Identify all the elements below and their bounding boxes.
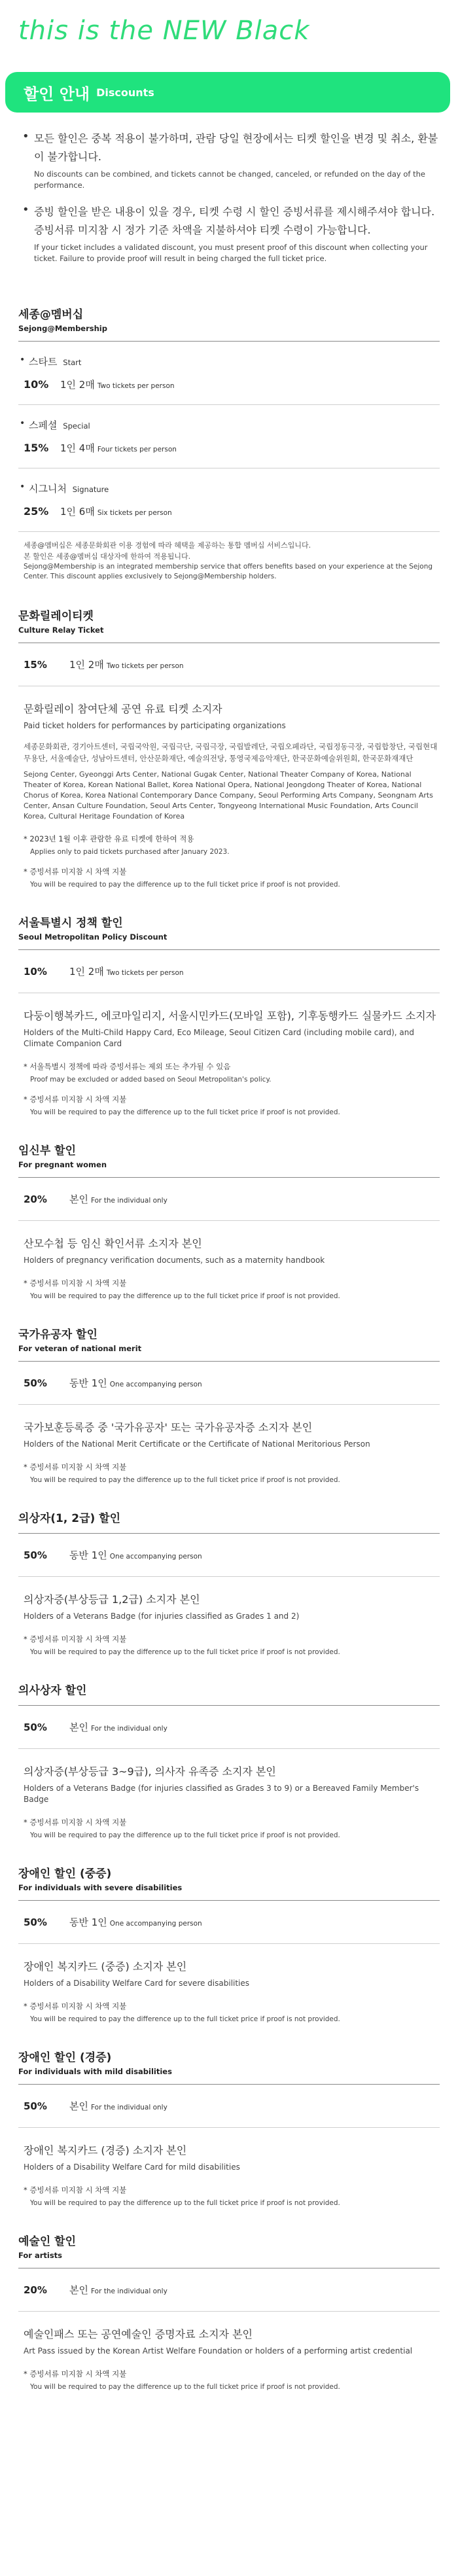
note: * 2023년 1월 이후 관람한 유료 티켓에 한하여 적용 Applies only to paid tickets purchased after January 2023. [24,834,230,856]
tier-name: • 시그니처 Signature [18,478,440,501]
note: * 증빙서류 미지참 시 차액 지불 You will be required to pay the difference up to the full ticket price if proof is not provided. [24,1462,340,1484]
membership-fine-print: 세종@멤버십은 세종문화회관 이용 경험에 따라 혜택을 제공하는 통합 멤버십 서비스입니다. 본 할인은 세종@멤버십 대상자에 한하여 적용됩니다. Sejong@Membership is an integrated membership service that offers benefits based on your experience at the Sejong Center. This discount applies exclusively to Sejong@Membership holders. [24,541,433,580]
section-subtitle: Sejong@Membership [18,324,107,333]
severe-disability-section [0,1864,458,2026]
eligibility: 의상자증(부상등급 1,2급) 소지자 본인 Holders of a Veterans Badge (for injuries classified as Grades 1 and 2) [24,1593,300,1621]
target: 본인 For the individual only [69,2100,167,2112]
eligibility: 장애인 복지카드 (경증) 소지자 본인 Holders of a Disability Welfare Card for mild disabilities [24,2144,240,2172]
target: 동반 1인 One accompanying person [69,1377,202,1389]
note: * 증빙서류 미지참 시 차액 지불 You will be required to pay the difference up to the full ticket price if proof is not provided. [24,2185,340,2207]
eligibility: 산모수첩 등 임신 확인서류 소지자 본인 Holders of pregnancy verification documents, such as a maternity handbook [24,1237,325,1265]
ticket-limit: 1인 4매 Four tickets per person [60,442,177,454]
banner-title-ko: 할인 안내 [24,84,90,103]
section-title: 세종@멤버십 [18,308,84,321]
note: * 증빙서류 미지참 시 차액 지불 You will be required to pay the difference up to the full ticket price if proof is not provided. [24,1095,340,1116]
discount-rate: 50% [24,1377,47,1389]
notice-item [34,203,440,264]
section-subtitle: Culture Relay Ticket [18,626,104,635]
target: 동반 1인 One accompanying person [69,1916,202,1928]
divider [18,1404,440,1405]
discounts-header-banner [5,72,450,113]
target: 본인 For the individual only [69,1721,167,1733]
section-title: 의사상자 할인 [18,1684,87,1697]
discount-rate: 10% [24,966,47,978]
section-title: 임신부 할인 [18,1144,77,1157]
notice-text-en: No discounts can be combined, and tickets cannot be changed, canceled, or refunded on the day of the performance. [34,169,425,190]
eligibility: 다둥이행복카드, 에코마일리지, 서울시민카드(모바일 포함), 기후동행카드 실물카드 소지자 Holders of the Multi-Child Happy Card, Eco Mileage, Seoul Citizen Card (including mobile card), and Climate Companion Card [24,1010,436,1048]
divider [18,1533,440,1534]
eligibility: 예술인패스 또는 공연예술인 증명자료 소지자 본인 Art Pass issued by the Korean Artist Welfare Foundation or holders of a performing artist credential [24,2328,413,2355]
divider [18,1900,440,1901]
section-title: 국가유공자 할인 [18,1328,97,1341]
divider [18,2084,440,2085]
note: * 서울특별시 정책에 따라 증빙서류는 제외 또는 추가될 수 있음 Proof may be excluded or added based on Seoul Metropolitan's policy. [24,1062,272,1084]
notice-list [0,113,458,283]
note: * 증빙서류 미지참 시 차액 지불 You will be required to pay the difference up to the full ticket price if proof is not provided. [24,867,340,889]
membership-tier [18,474,440,526]
discount-rate: 15% [24,442,49,454]
discount-rate: 50% [24,1549,47,1561]
note: * 증빙서류 미지참 시 차액 지불 You will be required to pay the difference up to the full ticket price if proof is not provided. [24,1818,340,1839]
discount-rate: 50% [24,1916,47,1928]
section-title: 문화릴레이티켓 [18,610,94,623]
ticket-limit: 1인 2매 Two tickets per person [60,379,175,391]
injured-12-section [0,1509,458,1659]
divider [18,341,440,342]
pregnant-section [0,1141,458,1303]
section-title: 서울특별시 정책 할인 [18,917,123,930]
notice-item [34,130,440,191]
divider [18,949,440,950]
eligibility: 문화릴레이 참여단체 공연 유료 티켓 소지자 Paid ticket holders for performances by participating organizations 세종문화회관, 경기아트센터, 국립국악원, 국립극단, 국립극장, 국립발레단, 국립오페라단, 국립정동극장, 국립합창단, 국립현대무용단, 서울예술단, 성남아트센터, 안산문화재단, 예술의전당, 통영국제음악재단, 한국문화예술위원회, 한국문화재재단 Sejong Center, Gyeonggi Arts Center, National Gugak Center, National Theater Company of Korea, National Theater of Korea, Korean National Ballet, Korea National Opera, National Jeongdong Theater of Korea, National Chorus of Korea, Korea National Contemporary Dance Company, Seoul Performing Arts Company, Seongnam Arts Center, Ansan Culture Foundation, Seoul Arts Center, Tongyeong International Music Foundation, Arts Council Korea, Cultural Heritage Foundation of Korea [18,692,440,826]
divider [18,2311,440,2312]
section-title: 장애인 할인 (경증) [18,2051,112,2064]
discount-rate: 15% [24,659,47,671]
seoul-policy-section [0,913,458,1119]
ticket-limit: 1인 2매 Two tickets per person [69,966,184,978]
divider [18,404,440,405]
ticket-limit: 1인 6매 Six tickets per person [60,506,172,518]
hero-banner [0,0,458,72]
relay-section [0,607,458,891]
notice-text-en: If your ticket includes a validated discount, you must present proof of this discount when collecting your ticket. Failure to provide proof will result in being charged the full ticket price. [34,243,428,263]
section-subtitle: Seoul Metropolitan Policy Discount [18,932,167,942]
ticket-limit: 1인 2매 Two tickets per person [69,659,184,671]
section-title: 장애인 할인 (중증) [18,1867,112,1880]
target: 본인 For the individual only [69,2284,167,2296]
target: 본인 For the individual only [69,1193,167,1205]
divider [18,1943,440,1944]
section-subtitle: For pregnant women [18,1160,107,1169]
mild-disability-section [0,2048,458,2210]
target: 동반 1인 One accompanying person [69,1549,202,1561]
section-title: 의상자(1, 2급) 할인 [18,1512,121,1525]
banner-title-en: Discounts [96,86,154,99]
divider [18,1705,440,1706]
note: * 증빙서류 미지참 시 차액 지불 You will be required to pay the difference up to the full ticket price if proof is not provided. [24,1634,340,1656]
divider [18,1220,440,1221]
discount-rate: 50% [24,2100,47,2112]
divider [18,1748,440,1749]
participating-orgs-ko: 세종문화회관, 경기아트센터, 국립국악원, 국립극단, 국립극장, 국립발레단, 국립오페라단, 국립정동극장, 국립합창단, 국립현대무용단, 서울예술단, 성남아트센터, 안산문화재단, 예술의전당, 통영국제음악재단, 한국문화예술위원회, 한국문화재재단 [24,742,438,763]
eligibility: 국가보훈등록증 중 '국가유공자' 또는 국가유공자증 소지자 본인 Holders of the National Merit Certificate or the Certificate of National Meritorious Person [24,1421,370,1449]
merit-section [0,1325,458,1487]
section-subtitle: For veteran of national merit [18,1344,142,1353]
note: * 증빙서류 미지참 시 차액 지불 You will be required to pay the difference up to the full ticket price if proof is not provided. [24,1279,340,1300]
note: * 증빙서류 미지참 시 차액 지불 You will be required to pay the difference up to the full ticket price if proof is not provided. [24,2002,340,2023]
section-subtitle: For individuals with mild disabilities [18,2067,172,2076]
tier-name: • 스타트 Start [18,351,440,374]
notice-text-ko: • 모든 할인은 중복 적용이 불가하며, 관람 당일 현장에서는 티켓 할인을 변경 및 취소, 환불이 불가합니다. [34,132,438,163]
injured-section [0,1681,458,1842]
notice-text-ko: • 증빙 할인을 받은 내용이 있을 경우, 티켓 수령 시 할인 증빙서류를 제시해주셔야 합니다. 증빙서류 미지참 시 정가 기준 차액을 지불하셔야 티켓 수령이 가능합니다. [34,205,435,236]
membership-tier [18,410,440,463]
note: * 증빙서류 미지참 시 차액 지불 You will be required to pay the difference up to the full ticket price if proof is not provided. [24,2369,340,2391]
section-title: 예술인 할인 [18,2235,77,2248]
divider [18,1177,440,1178]
divider [18,1576,440,1577]
discount-rate: 25% [24,505,49,518]
artist-section [0,2232,458,2393]
section-subtitle: For individuals with severe disabilities [18,1883,183,1892]
section-subtitle: For artists [18,2251,63,2260]
membership-tier [18,347,440,399]
membership-section [0,305,458,584]
divider [18,2127,440,2128]
divider [18,531,440,532]
discount-rate: 20% [24,1193,47,1205]
divider [18,1361,440,1362]
eligibility: 장애인 복지카드 (중증) 소지자 본인 Holders of a Disability Welfare Card for severe disabilities [24,1960,250,1988]
discount-rate: 50% [24,1721,47,1733]
discount-rate: 20% [24,2284,47,2296]
participating-orgs-en: Sejong Center, Gyeonggi Arts Center, National Gugak Center, National Theater Company of Korea, National Theater of Korea, Korean National Ballet, Korea National Opera, National Jeongdong Theater of Korea, National Chorus of Korea, Korea National Contemporary Dance Company, Seoul Performing Arts Company, Seongnam Arts Center, Ansan Culture Foundation, Seoul Arts Center, Tongyeong International Music Foundation, Arts Council Korea, Cultural Heritage Foundation of Korea [24,770,433,820]
eligibility: 의상자증(부상등급 3~9급), 의사자 유족증 소지자 본인 Holders of a Veterans Badge (for injuries classified as Grades 3 to 9) or a Bereaved Family Member's Badge [24,1765,419,1804]
hero-handwritten-title: this is the NEW Black [18,16,310,46]
tier-name: • 스페셜 Special [18,414,440,437]
discount-rate: 10% [24,378,49,391]
